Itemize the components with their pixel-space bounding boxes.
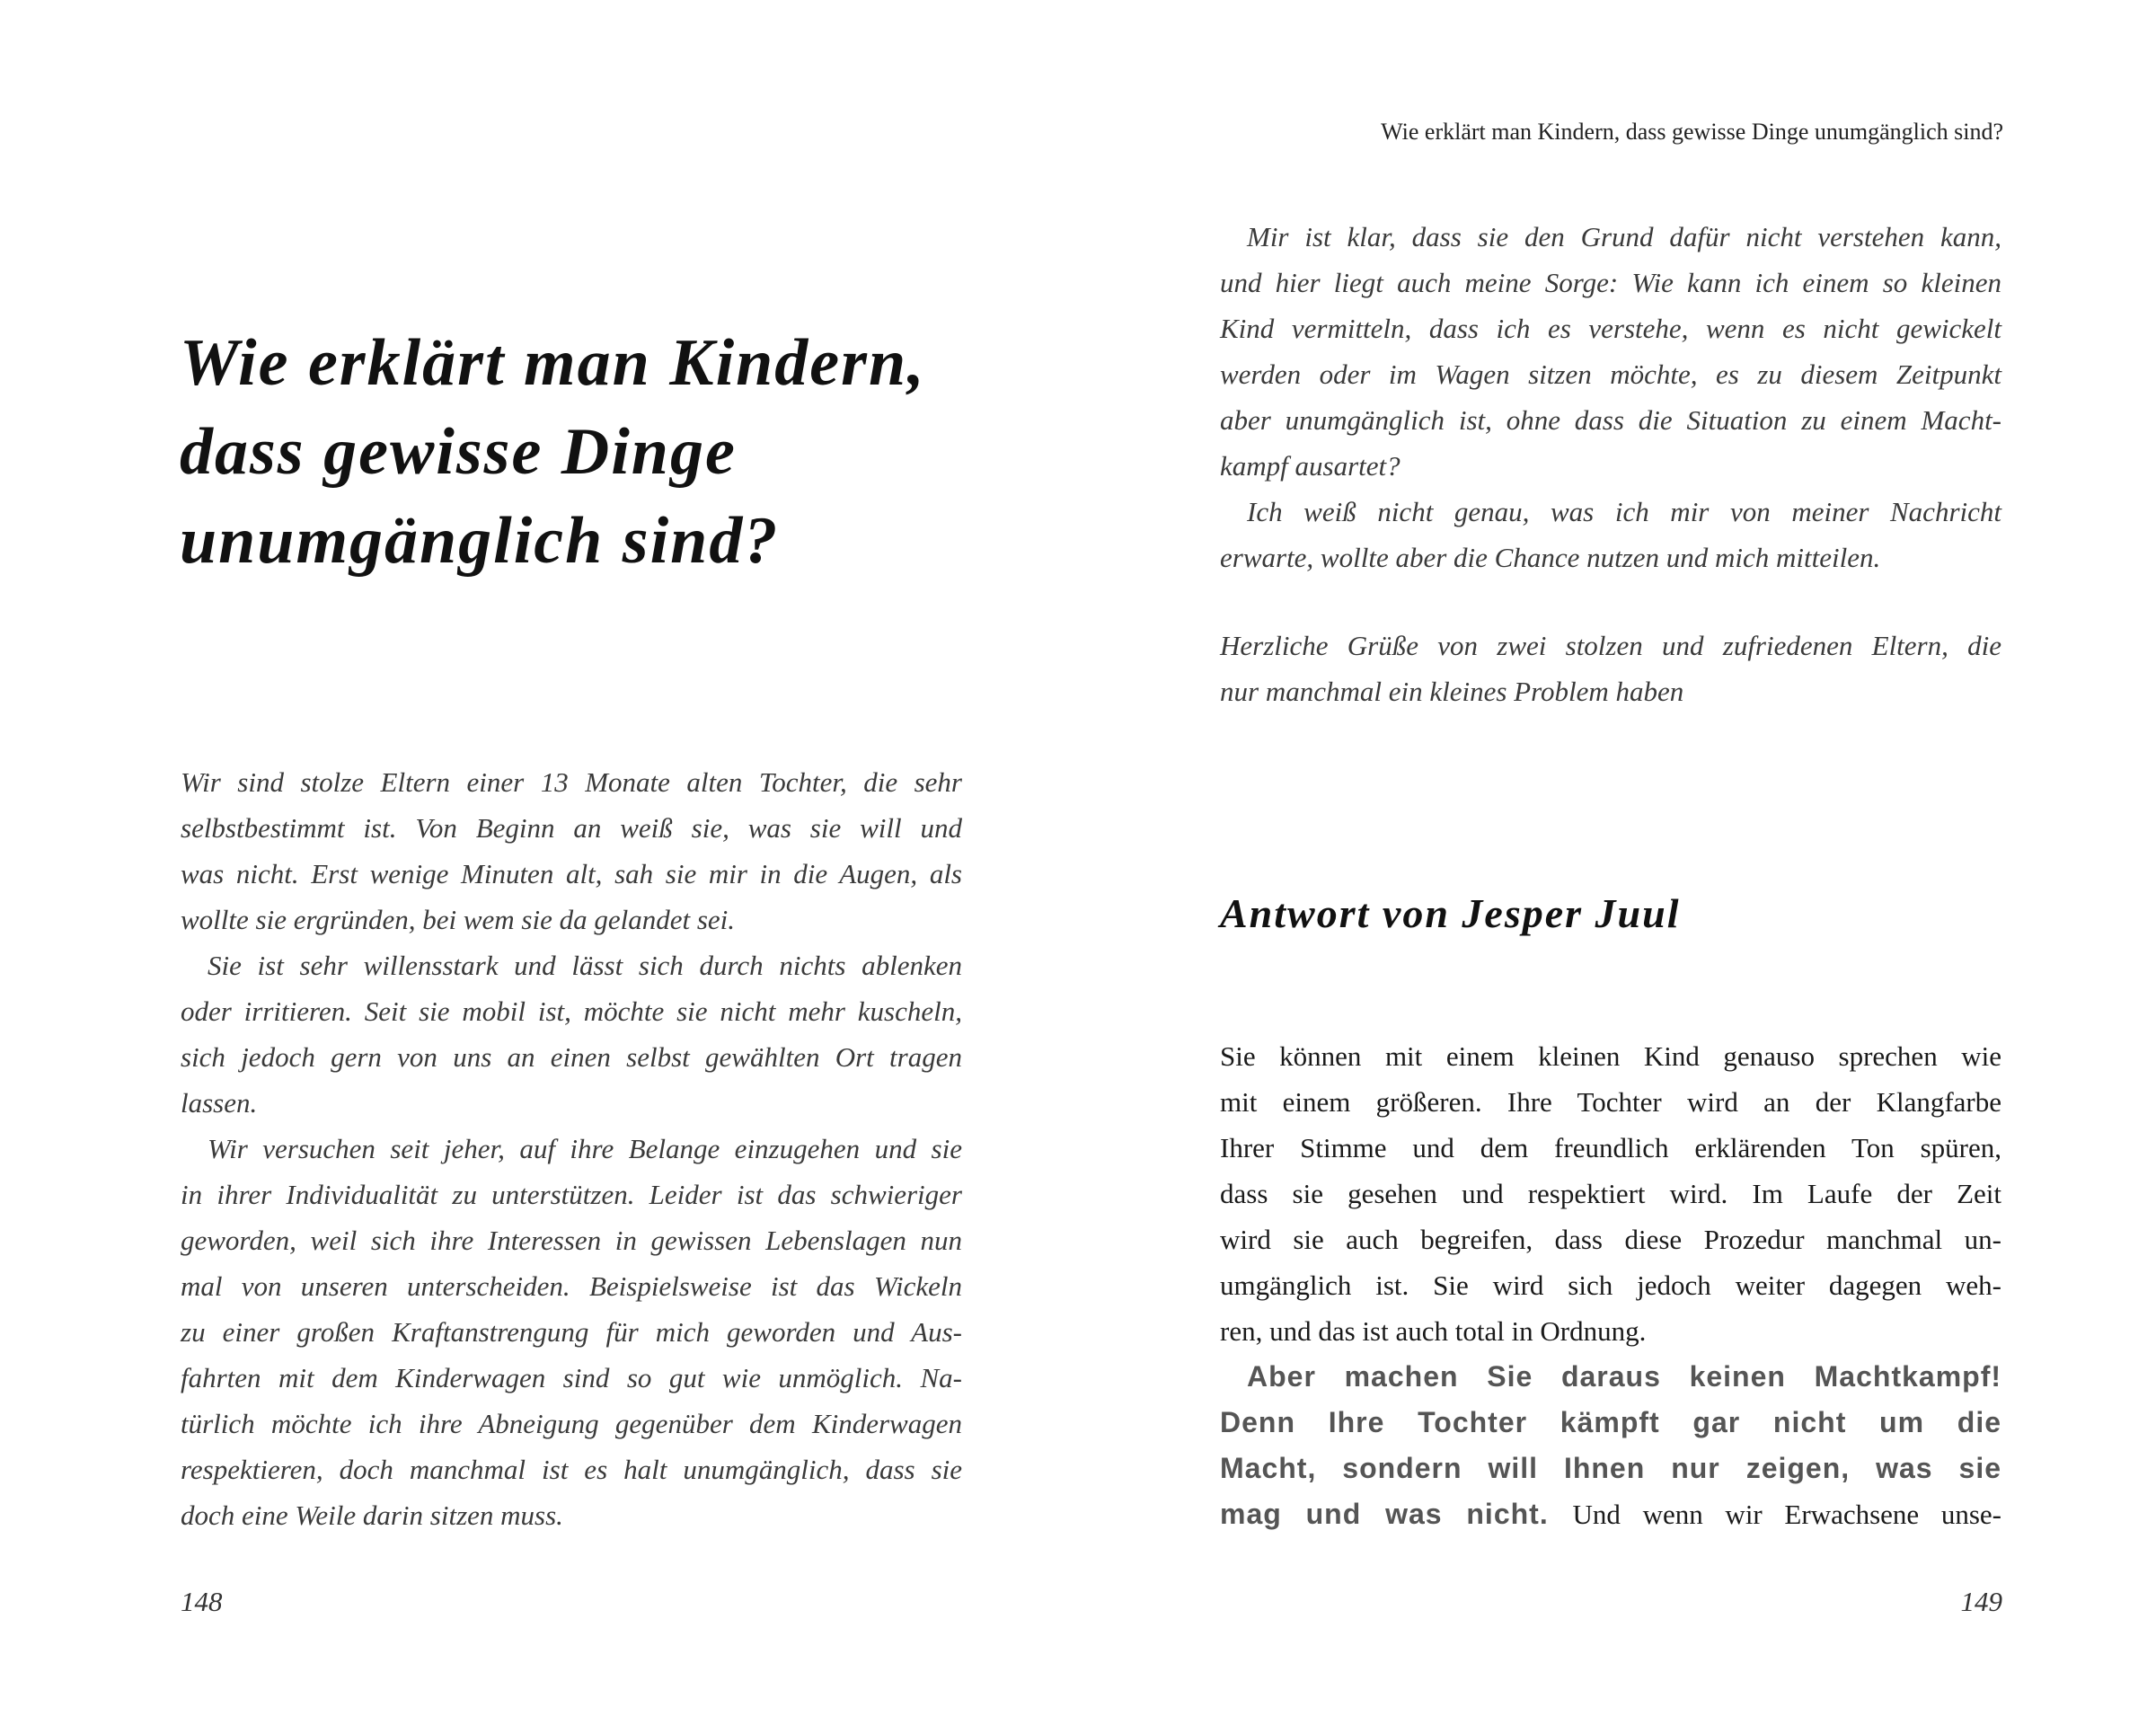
text-line: in ihrer Individualität zu unterstützen. Leider ist das schwieriger: [181, 1179, 962, 1210]
text-line: Sie können mit einem kleinen Kind genauso sprechen wie: [1220, 1040, 2001, 1072]
title-line: Wie erklärt man Kindern,: [180, 326, 926, 400]
text-line: Ich weiß nicht genau, was ich mir von meiner Nachricht: [1247, 496, 2001, 527]
text-line: Wir sind stolze Eltern einer 13 Monate alten Tochter, die sehr: [181, 766, 962, 798]
text-line: fahrten mit dem Kinderwagen sind so gut wie unmöglich. Na-: [181, 1362, 962, 1393]
text-line: respektieren, doch manchmal ist es halt unumgänglich, dass sie: [181, 1454, 962, 1485]
text-line: Kind vermitteln, dass ich es verstehe, wenn es nicht gewickelt: [1220, 313, 2001, 344]
running-head: Wie erklärt man Kindern, dass gewisse Dinge unumgänglich sind?: [1381, 119, 2003, 145]
title-line: dass gewisse Dinge: [180, 415, 737, 489]
text-line: und hier liegt auch meine Sorge: Wie kann ich einem so kleinen: [1220, 267, 2001, 298]
text-line: lassen.: [181, 1087, 258, 1119]
letter-body-right: [1220, 214, 2001, 580]
text-line: Herzliche Grüße von zwei stolzen und zufriedenen Eltern, die: [1220, 630, 2001, 661]
text-line: werden oder im Wagen sitzen möchte, es zu diesem Zeitpunkt: [1220, 358, 2001, 390]
text-line: zu einer großen Kraftanstrengung für mich geworden und Aus-: [181, 1316, 962, 1348]
text-line: mal von unseren unterscheiden. Beispielsweise ist das Wickeln: [181, 1270, 962, 1302]
text-line: kampf ausartet?: [1220, 450, 1401, 482]
text-line: oder irritieren. Seit sie mobil ist, möchte sie nicht mehr kuscheln,: [181, 995, 962, 1027]
text-line: geworden, weil sich ihre Interessen in gewissen Lebenslagen nun: [181, 1225, 962, 1256]
answer-body: [1220, 1033, 2001, 1537]
text-line: ren, und das ist auch total in Ordnung.: [1220, 1315, 1647, 1347]
emphasis-line: [1220, 1491, 2001, 1537]
emphasis-line: Macht, sondern will Ihnen nur zeigen, was sie: [1220, 1452, 2001, 1484]
emphasis-text: mag und was nicht.: [1220, 1498, 1549, 1530]
emphasis-line: Aber machen Sie daraus keinen Machtkampf!: [1247, 1360, 2001, 1393]
text-line: was nicht. Erst wenige Minuten alt, sah sie mir in die Augen, als: [181, 858, 962, 889]
text-line: türlich möchte ich ihre Abneigung gegenüber dem Kinderwagen: [181, 1408, 962, 1439]
text-line: wollte sie ergründen, bei wem sie da gelandet sei.: [181, 904, 736, 935]
answer-heading: Antwort von Jesper Juul: [1220, 890, 1681, 936]
text-line: doch eine Weile darin sitzen muss.: [181, 1499, 563, 1531]
text-line: mit einem größeren. Ihre Tochter wird an der Klangfarbe: [1220, 1086, 2001, 1118]
text-line: Mir ist klar, dass sie den Grund dafür nicht verstehen kann,: [1247, 221, 2001, 252]
text-line: sich jedoch gern von uns an einen selbst gewählten Ort tragen: [181, 1041, 962, 1073]
letter-body-left: [181, 759, 962, 1538]
emphasis-line: Denn Ihre Tochter kämpft gar nicht um die: [1220, 1406, 2001, 1438]
text-line: nur manchmal ein kleines Problem haben: [1220, 676, 1684, 707]
page-number-right: 149: [1960, 1586, 2002, 1617]
letter-greeting: [1220, 623, 2001, 714]
page-number-left: 148: [181, 1586, 223, 1617]
text-line: Wir versuchen seit jeher, auf ihre Belange einzugehen und sie: [208, 1133, 962, 1164]
text-line: erwarte, wollte aber die Chance nutzen und mich mitteilen.: [1220, 542, 1881, 573]
text-line: wird sie auch begreifen, dass diese Prozedur manchmal un-: [1220, 1224, 2001, 1255]
text-line: selbstbestimmt ist. Von Beginn an weiß sie, was sie will und: [181, 812, 962, 844]
text-line: Sie ist sehr willensstark und lässt sich durch nichts ablenken: [208, 950, 962, 981]
chapter-title: [180, 319, 926, 586]
title-line: unumgänglich sind?: [180, 504, 780, 578]
text-line: umgänglich ist. Sie wird sich jedoch weiter dagegen weh-: [1220, 1269, 2001, 1301]
text-line: dass sie gesehen und respektiert wird. Im Laufe der Zeit: [1220, 1178, 2001, 1209]
text-line: aber unumgänglich ist, ohne dass die Situation zu einem Macht-: [1220, 404, 2001, 436]
text-line: Ihrer Stimme und dem freundlich erklärenden Ton spüren,: [1220, 1132, 2001, 1163]
continuation-text: Und wenn wir Erwachsene unse-: [1572, 1499, 2002, 1530]
